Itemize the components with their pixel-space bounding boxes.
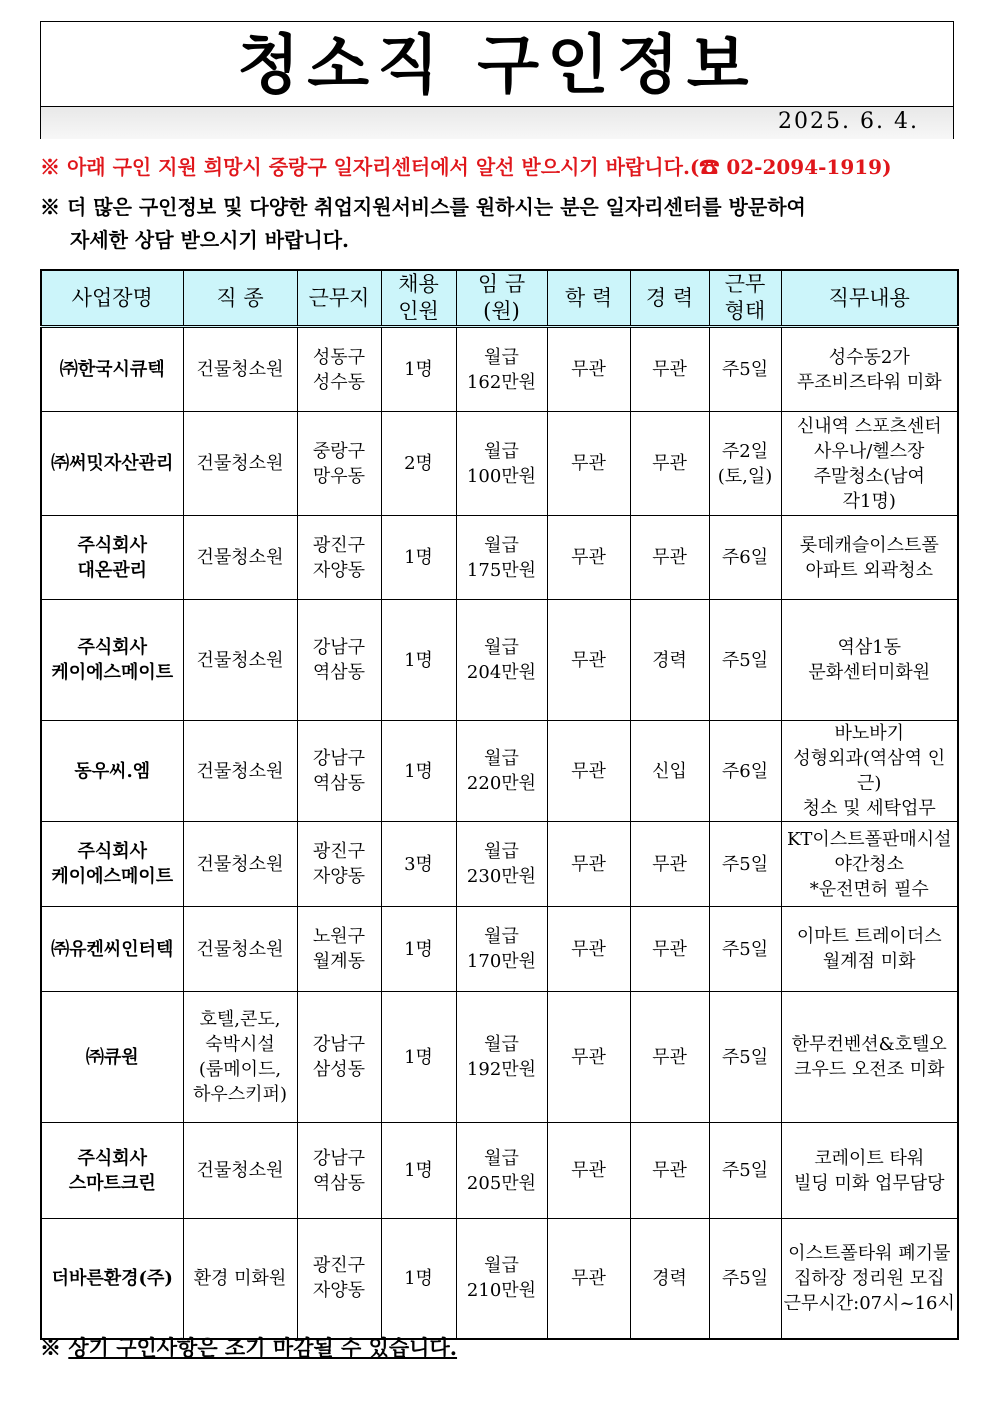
cell-education: 무관 xyxy=(547,721,630,822)
contact-notice: ※ 아래 구인 지원 희망시 중랑구 일자리센터에서 알선 받으시기 바랍니다.(☎ 02-2094-1919) xyxy=(40,155,892,179)
cell-location: 노원구 월계동 xyxy=(297,907,381,992)
cell-job-type: 건물청소원 xyxy=(183,327,297,412)
job-listing-table xyxy=(40,269,959,1340)
cell-duty: 이마트 트레이더스 월계점 미화 xyxy=(781,907,958,992)
cell-job-type: 환경 미화원 xyxy=(183,1219,297,1339)
cell-experience: 무관 xyxy=(630,992,709,1123)
cell-education: 무관 xyxy=(547,516,630,600)
page-title: 청소직 구인정보 xyxy=(237,28,757,103)
cell-education: 무관 xyxy=(547,1123,630,1219)
cell-company: ㈜한국시큐텍 xyxy=(41,327,183,412)
header-experience: 경 력 xyxy=(630,270,709,327)
cell-hire-count: 1명 xyxy=(381,1123,456,1219)
cell-work-type: 주5일 xyxy=(709,600,781,721)
header-job-type: 직 종 xyxy=(183,270,297,327)
cell-location: 강남구 역삼동 xyxy=(297,721,381,822)
table-row xyxy=(41,992,958,1123)
cell-wage: 월급 210만원 xyxy=(456,1219,547,1339)
cell-wage: 월급 230만원 xyxy=(456,822,547,907)
cell-work-type: 주5일 xyxy=(709,992,781,1123)
cell-wage: 월급 170만원 xyxy=(456,907,547,992)
cell-education: 무관 xyxy=(547,907,630,992)
cell-job-type: 건물청소원 xyxy=(183,822,297,907)
table-row xyxy=(41,516,958,600)
cell-hire-count: 1명 xyxy=(381,721,456,822)
cell-wage: 월급 175만원 xyxy=(456,516,547,600)
cell-company: 동우씨.엠 xyxy=(41,721,183,822)
cell-job-type: 건물청소원 xyxy=(183,721,297,822)
cell-duty: 성수동2가 푸조비즈타워 미화 xyxy=(781,327,958,412)
cell-job-type: 건물청소원 xyxy=(183,516,297,600)
cell-duty: 롯데캐슬이스트폴 아파트 외곽청소 xyxy=(781,516,958,600)
header-hire-count: 채용 인원 xyxy=(381,270,456,327)
cell-hire-count: 3명 xyxy=(381,822,456,907)
table-row xyxy=(41,721,958,822)
cell-work-type: 주2일 (토,일) xyxy=(709,412,781,516)
cell-location: 중랑구 망우동 xyxy=(297,412,381,516)
cell-experience: 무관 xyxy=(630,327,709,412)
cell-work-type: 주5일 xyxy=(709,822,781,907)
cell-education: 무관 xyxy=(547,822,630,907)
cell-hire-count: 1명 xyxy=(381,516,456,600)
cell-duty: 한무컨벤션&호텔오 크우드 오전조 미화 xyxy=(781,992,958,1123)
closing-notice-text: 상기 구인사항은 조기 마감될 수 있습니다. xyxy=(68,1335,458,1360)
cell-education: 무관 xyxy=(547,600,630,721)
cell-location: 강남구 역삼동 xyxy=(297,600,381,721)
table-row xyxy=(41,327,958,412)
cell-duty: 신내역 스포츠센터 사우나/헬스장 주말청소(남여 각1명) xyxy=(781,412,958,516)
cell-wage: 월급 100만원 xyxy=(456,412,547,516)
cell-company: 주식회사 케이에스메이트 xyxy=(41,822,183,907)
cell-wage: 월급 192만원 xyxy=(456,992,547,1123)
date-bar xyxy=(41,106,953,139)
header-education: 학 력 xyxy=(547,270,630,327)
cell-company: 주식회사 스마트크린 xyxy=(41,1123,183,1219)
cell-education: 무관 xyxy=(547,992,630,1123)
cell-duty: 바노바기 성형외과(역삼역 인근) 청소 및 세탁업무 xyxy=(781,721,958,822)
cell-work-type: 주5일 xyxy=(709,1123,781,1219)
table-row xyxy=(41,822,958,907)
cell-hire-count: 1명 xyxy=(381,600,456,721)
cell-experience: 무관 xyxy=(630,1123,709,1219)
table-row xyxy=(41,907,958,992)
cell-company: 더바른환경(주) xyxy=(41,1219,183,1339)
cell-work-type: 주6일 xyxy=(709,721,781,822)
table-row xyxy=(41,600,958,721)
cell-job-type: 건물청소원 xyxy=(183,1123,297,1219)
cell-education: 무관 xyxy=(547,412,630,516)
cell-location: 성동구 성수동 xyxy=(297,327,381,412)
closing-notice xyxy=(40,1332,457,1362)
cell-duty: 코레이트 타워 빌딩 미화 업무담당 xyxy=(781,1123,958,1219)
table-row xyxy=(41,412,958,516)
header-company: 사업장명 xyxy=(41,270,183,327)
cell-wage: 월급 205만원 xyxy=(456,1123,547,1219)
header-duty: 직무내용 xyxy=(781,270,958,327)
table-row xyxy=(41,1123,958,1219)
cell-experience: 무관 xyxy=(630,907,709,992)
cell-duty: 이스트폴타워 폐기물 집하장 정리원 모집 근무시간:07시~16시 xyxy=(781,1219,958,1339)
cell-experience: 무관 xyxy=(630,516,709,600)
cell-hire-count: 1명 xyxy=(381,1219,456,1339)
cell-experience: 경력 xyxy=(630,1219,709,1339)
cell-job-type: 호텔,콘도, 숙박시설 (룸메이드, 하우스키퍼) xyxy=(183,992,297,1123)
cell-wage: 월급 204만원 xyxy=(456,600,547,721)
cell-work-type: 주5일 xyxy=(709,327,781,412)
title-banner xyxy=(40,21,954,139)
cell-experience: 경력 xyxy=(630,600,709,721)
cell-hire-count: 1명 xyxy=(381,992,456,1123)
cell-duty: 역삼1동 문화센터미화원 xyxy=(781,600,958,721)
cell-education: 무관 xyxy=(547,1219,630,1339)
cell-duty: KT이스트폴판매시설 야간청소 *운전면허 필수 xyxy=(781,822,958,907)
cell-job-type: 건물청소원 xyxy=(183,907,297,992)
header-location: 근무지 xyxy=(297,270,381,327)
cell-hire-count: 1명 xyxy=(381,907,456,992)
cell-hire-count: 1명 xyxy=(381,327,456,412)
cell-job-type: 건물청소원 xyxy=(183,600,297,721)
cell-location: 강남구 역삼동 xyxy=(297,1123,381,1219)
posting-date: 2025. 6. 4. xyxy=(778,109,919,134)
notice-mark: ※ xyxy=(40,1335,69,1360)
cell-education: 무관 xyxy=(547,327,630,412)
visit-notice-line1: ※ 더 많은 구인정보 및 다양한 취업지원서비스를 원하시는 분은 일자리센터를 방문하여 xyxy=(40,195,806,219)
table-row xyxy=(41,1219,958,1339)
cell-company: ㈜써밋자산관리 xyxy=(41,412,183,516)
cell-wage: 월급 220만원 xyxy=(456,721,547,822)
cell-location: 광진구 자양동 xyxy=(297,822,381,907)
cell-work-type: 주6일 xyxy=(709,516,781,600)
cell-location: 광진구 자양동 xyxy=(297,516,381,600)
cell-company: 주식회사 케이에스메이트 xyxy=(41,600,183,721)
cell-work-type: 주5일 xyxy=(709,907,781,992)
table-header-row xyxy=(41,270,958,327)
cell-experience: 무관 xyxy=(630,412,709,516)
cell-wage: 월급 162만원 xyxy=(456,327,547,412)
cell-experience: 신입 xyxy=(630,721,709,822)
visit-notice-line2: 자세한 상담 받으시기 바랍니다. xyxy=(70,228,350,252)
cell-hire-count: 2명 xyxy=(381,412,456,516)
cell-company: ㈜큐원 xyxy=(41,992,183,1123)
cell-company: 주식회사 대온관리 xyxy=(41,516,183,600)
cell-company: ㈜유켄씨인터텍 xyxy=(41,907,183,992)
header-work-type: 근무 형태 xyxy=(709,270,781,327)
cell-location: 광진구 자양동 xyxy=(297,1219,381,1339)
cell-work-type: 주5일 xyxy=(709,1219,781,1339)
cell-location: 강남구 삼성동 xyxy=(297,992,381,1123)
cell-experience: 무관 xyxy=(630,822,709,907)
header-wage: 임 금 (원) xyxy=(456,270,547,327)
cell-job-type: 건물청소원 xyxy=(183,412,297,516)
